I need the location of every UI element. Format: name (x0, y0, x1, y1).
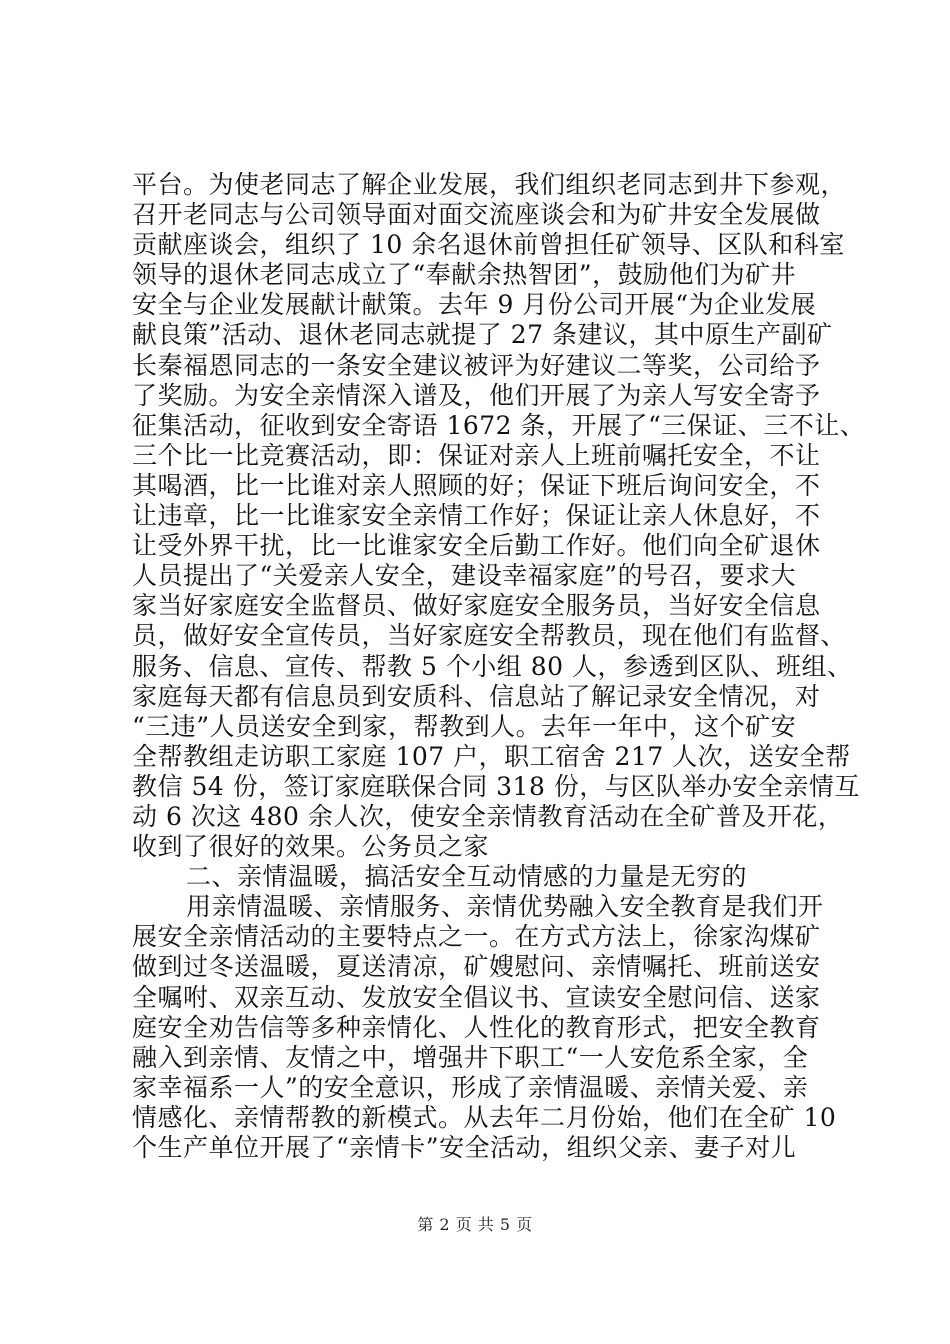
section-heading: 二、亲情温暖，搞活安全互动情感的力量是无穷的 (186, 862, 748, 892)
text-line: 个生产单位开展了“亲情卡”安全活动，组织父亲、妻子对儿 (132, 1133, 797, 1162)
text-line: 贡献座谈会，组织了 10 余名退休前曾担任矿领导、区队和科室 (132, 230, 845, 260)
text-line: 教信 54 份，签订家庭联保合同 318 份，与区队举办安全亲情互 (132, 771, 860, 801)
text-line: 长秦福恩同志的一条安全建议被评为好建议二等奖，公司给予 (132, 350, 821, 380)
text-line: 人员提出了“关爱亲人安全，建设幸福家庭”的号召，要求大 (132, 561, 797, 591)
text-line: 庭安全劝告信等多种亲情化、人性化的教育形式，把安全教育 (132, 1012, 821, 1042)
text-line: 家庭每天都有信息员到安质科、信息站了解记录安全情况，对 (132, 681, 821, 711)
paragraph-first-line: 用亲情温暖、亲情服务、亲情优势融入安全教育是我们开 (186, 892, 824, 922)
text-line: 家当好家庭安全监督员、做好家庭安全服务员，当好安全信息 (132, 591, 821, 621)
text-line: 全嘱咐、双亲互动、发放安全倡议书、宣读安全慰问信、送家 (132, 982, 821, 1012)
body-text (132, 170, 866, 1163)
text-line: 员，做好安全宣传员，当好家庭安全帮教员，现在他们有监督、 (132, 621, 847, 651)
text-line: “三违”人员送安全到家，帮教到人。去年一年中，这个矿安 (132, 711, 797, 741)
text-line: 召开老同志与公司领导面对面交流座谈会和为矿井安全发展做 (132, 200, 821, 230)
text-line: 领导的退休老同志成立了“奉献余热智团”，鼓励他们为矿井 (132, 260, 797, 290)
text-line: 征集活动，征收到安全寄语 1672 条，开展了“三保证、三不让、 (132, 410, 866, 440)
text-line: 家幸福系一人”的安全意识，形成了亲情温暖、亲情关爱、亲 (132, 1072, 809, 1102)
text-line: 全帮教组走访职工家庭 107 户，职工宿舍 217 人次，送安全帮 (132, 741, 851, 771)
page-number-footer: 第 2 页 共 5 页 (417, 1215, 533, 1234)
text-line: 做到过冬送温暖，夏送清凉，矿嫂慰问、亲情嘱托、班前送安 (132, 952, 821, 982)
text-line: 了奖励。为安全亲情深入谱及，他们开展了为亲人写安全寄予 (132, 380, 821, 410)
text-line: 平台。为使老同志了解企业发展，我们组织老同志到井下参观， (132, 170, 847, 199)
text-line: 其喝酒，比一比谁对亲人照顾的好；保证下班后询问安全，不 (132, 470, 821, 500)
text-line: 让违章，比一比谁家安全亲情工作好；保证让亲人休息好，不 (132, 501, 821, 531)
text-line: 服务、信息、宣传、帮教 5 个小组 80 人，参透到区队、班组、 (132, 651, 853, 681)
text-line: 情感化、亲情帮教的新模式。从去年二月份始，他们在全矿 10 (132, 1102, 837, 1132)
text-line: 让受外界干扰，比一比谁家安全后勤工作好。他们向全矿退休 (132, 531, 821, 561)
text-line: 三个比一比竞赛活动，即：保证对亲人上班前嘱托安全，不让 (132, 440, 821, 470)
text-line: 收到了很好的效果。公务员之家 (132, 832, 490, 862)
text-line: 融入到亲情、友情之中，增强井下职工“一人安危系全家，全 (132, 1042, 809, 1072)
text-line: 安全与企业发展献计献策。去年 9 月份公司开展“为企业发展 (132, 290, 817, 320)
text-line: 献良策”活动、退休老同志就提了 27 条建议，其中原生产副矿 (132, 320, 833, 350)
text-line: 动 6 次这 480 余人次，使安全亲情教育活动在全矿普及开花， (132, 801, 844, 831)
text-line: 展安全亲情活动的主要特点之一。在方式方法上，徐家沟煤矿 (132, 922, 821, 952)
